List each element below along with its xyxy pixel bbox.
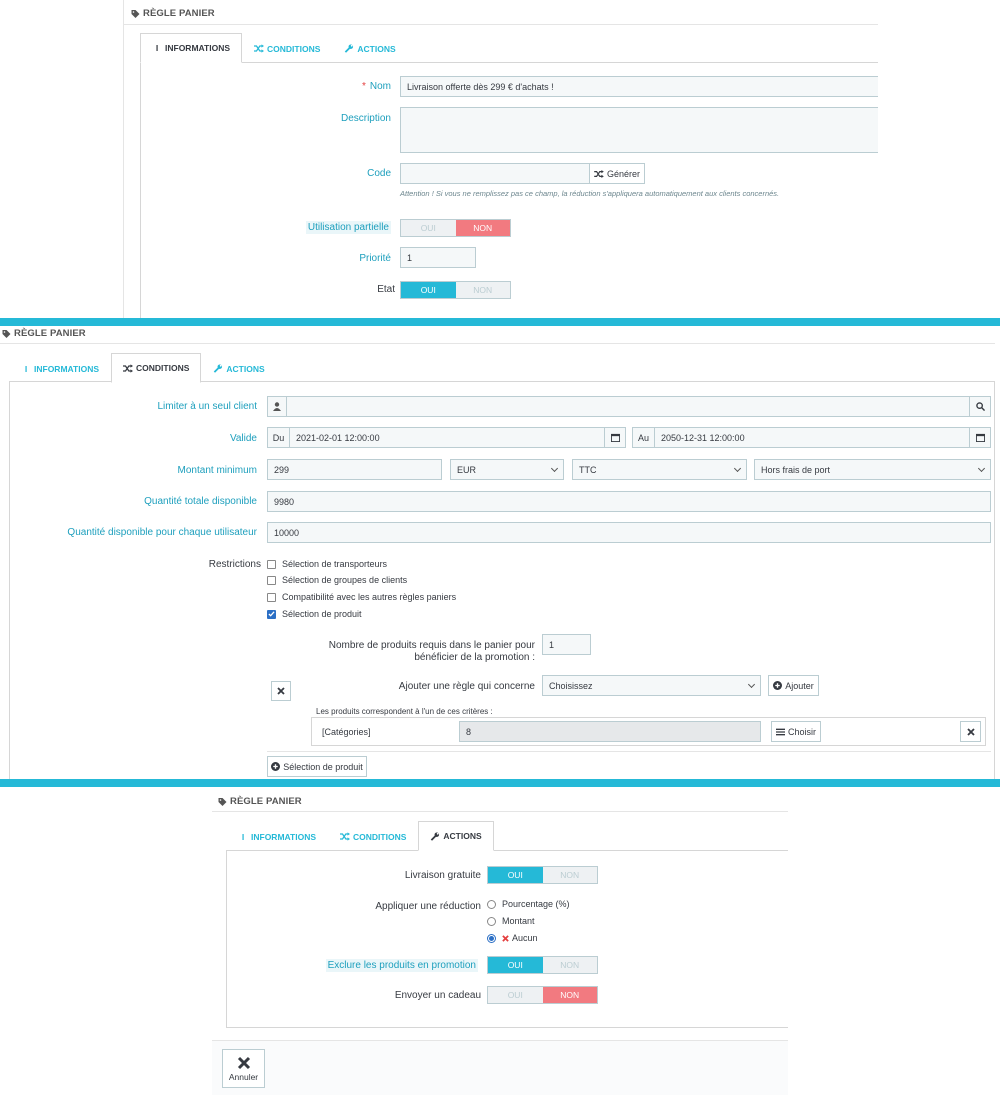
choose-button[interactable]: Choisir [771, 721, 821, 742]
chevron-down-icon [748, 680, 755, 687]
description-textarea[interactable] [400, 107, 878, 153]
shuffle-icon [594, 170, 604, 178]
partial-use-yes[interactable]: OUI [401, 220, 456, 236]
free-shipping-switch[interactable] [487, 866, 598, 884]
send-gift-no[interactable]: NON [543, 987, 598, 1003]
currency-select[interactable]: EUR [450, 459, 564, 480]
tab-informations[interactable]: I INFORMATIONS [226, 821, 328, 851]
calendar-icon[interactable] [604, 427, 626, 448]
generate-button[interactable]: Générer [589, 163, 645, 184]
code-label: Code [367, 168, 391, 179]
free-shipping-no[interactable]: NON [543, 867, 598, 883]
min-amount-input[interactable]: 299 [267, 459, 442, 480]
title-divider [124, 24, 878, 25]
user-qty-input[interactable]: 10000 [267, 522, 991, 543]
code-hint: Attention ! Si vous ne remplissez pas ce champ, la réduction s'appliquera automatiquement aux clients concernés. [400, 189, 780, 198]
exclude-promo-no[interactable]: NON [543, 957, 598, 973]
send-gift-label: Envoyer un cadeau [394, 990, 481, 1001]
date-from-input[interactable]: 2021-02-01 12:00:00 [289, 427, 605, 448]
remove-criteria-button[interactable] [960, 721, 981, 742]
plus-circle-icon [773, 681, 782, 690]
list-icon [776, 728, 785, 736]
wrench-icon [213, 364, 223, 373]
limit-client-input[interactable] [286, 396, 970, 417]
tax-select[interactable]: TTC [572, 459, 747, 480]
partial-use-label: Utilisation partielle [307, 222, 389, 233]
restriction-product-selection[interactable]: Sélection de produit [267, 609, 362, 619]
apply-discount-label: Appliquer une réduction [375, 901, 481, 912]
free-shipping-yes[interactable]: OUI [488, 867, 543, 883]
tag-icon [2, 330, 11, 338]
tag-icon [218, 798, 227, 806]
panel-title: RÈGLE PANIER [131, 8, 215, 19]
user-qty-label: Quantité disponible pour chaque utilisateur [67, 527, 257, 538]
restrictions-label: Restrictions [208, 559, 261, 570]
info-icon: I [155, 43, 159, 53]
panel-title: RÈGLE PANIER [2, 328, 86, 339]
remove-rule-group-button[interactable] [271, 681, 291, 701]
total-qty-input[interactable]: 9980 [267, 491, 991, 512]
free-shipping-label: Livraison gratuite [404, 870, 481, 881]
checkbox[interactable] [267, 593, 276, 602]
criteria-divider [267, 751, 991, 752]
info-icon: I [24, 363, 28, 374]
discount-percentage-radio[interactable]: Pourcentage (%) [487, 899, 570, 909]
exclude-promo-label: Exclure les produits en promotion [327, 960, 476, 971]
shipping-select[interactable]: Hors frais de port [754, 459, 991, 480]
status-yes[interactable]: OUI [401, 282, 456, 298]
criteria-label: Les produits correspondent à l'un de ces critères : [316, 707, 493, 716]
radio[interactable] [487, 917, 496, 926]
wrench-icon [430, 832, 440, 841]
status-no[interactable]: NON [456, 282, 511, 298]
min-amount-label: Montant minimum [177, 465, 257, 476]
title-divider [0, 343, 995, 344]
tab-informations[interactable]: I INFORMATIONS [140, 33, 242, 63]
description-label: Description [340, 113, 391, 124]
check-icon [268, 611, 275, 617]
tag-icon [131, 10, 140, 18]
discount-none-radio[interactable]: Aucun [487, 933, 538, 943]
wrench-icon [344, 44, 354, 53]
tab-bar [226, 821, 494, 851]
tab-conditions[interactable]: CONDITIONS [111, 353, 201, 383]
radio-checked[interactable] [487, 934, 496, 943]
from-addon: Du [267, 427, 290, 448]
section-divider [0, 318, 1000, 326]
add-rule-button[interactable]: Ajouter [768, 675, 819, 696]
criteria-type: [Catégories] [322, 727, 371, 737]
send-gift-yes[interactable]: OUI [488, 987, 543, 1003]
tab-actions[interactable]: ACTIONS [201, 353, 276, 383]
tab-bar [9, 353, 277, 383]
add-rule-select[interactable]: Choisissez [542, 675, 761, 696]
criteria-value-input[interactable]: 8 [459, 721, 761, 742]
panel-footer [212, 1040, 788, 1095]
tab-informations[interactable]: I INFORMATIONS [9, 353, 111, 383]
search-icon[interactable] [969, 396, 991, 417]
chevron-down-icon [734, 464, 741, 471]
cancel-button[interactable]: Annuler [222, 1049, 265, 1088]
required-products-input[interactable]: 1 [542, 634, 591, 655]
priority-input[interactable]: 1 [400, 247, 476, 268]
section-divider [0, 779, 1000, 787]
tab-actions[interactable]: ACTIONS [332, 33, 407, 63]
tab-conditions[interactable]: CONDITIONS [242, 33, 332, 63]
plus-circle-icon [271, 762, 280, 771]
code-input[interactable] [400, 163, 590, 184]
exclude-promo-switch[interactable] [487, 956, 598, 974]
chevron-down-icon [978, 464, 985, 471]
close-icon [277, 687, 285, 695]
checkbox[interactable] [267, 576, 276, 585]
total-qty-label: Quantité totale disponible [144, 496, 257, 507]
partial-use-no[interactable]: NON [456, 220, 511, 236]
tab-bar [140, 33, 408, 63]
status-switch[interactable] [400, 281, 511, 299]
discount-amount-radio[interactable]: Montant [487, 916, 535, 926]
tab-actions[interactable]: ACTIONS [418, 821, 493, 851]
product-selection-button[interactable]: Sélection de produit [267, 756, 367, 777]
panel-left-border [123, 0, 124, 318]
add-rule-label: Ajouter une règle qui concerne [398, 681, 535, 692]
close-icon [967, 728, 975, 736]
close-icon [237, 1056, 251, 1070]
limit-client-label: Limiter à un seul client [157, 401, 257, 412]
info-icon: I [241, 831, 245, 842]
title-divider [212, 811, 788, 812]
calendar-icon[interactable] [969, 427, 991, 448]
exclude-promo-yes[interactable]: OUI [488, 957, 543, 973]
radio[interactable] [487, 900, 496, 909]
to-addon: Au [632, 427, 655, 448]
checkbox-checked[interactable] [267, 610, 276, 619]
checkbox[interactable] [267, 560, 276, 569]
restriction-carriers[interactable]: Sélection de transporteurs [267, 559, 387, 569]
required-products-label: Nombre de produits requis dans le panier pour bénéficier de la promotion : [328, 640, 535, 663]
chevron-down-icon [551, 464, 558, 471]
send-gift-switch[interactable] [487, 986, 598, 1004]
valid-label: Valide [229, 433, 257, 444]
name-input[interactable]: Livraison offerte dès 299 € d'achats ! [400, 76, 878, 97]
status-label: Etat [377, 284, 395, 295]
tab-conditions[interactable]: CONDITIONS [328, 821, 418, 851]
name-label: * Nom [361, 81, 391, 92]
partial-use-switch[interactable] [400, 219, 511, 237]
shuffle-icon [254, 44, 264, 53]
close-icon [502, 935, 509, 942]
date-to-input[interactable]: 2050-12-31 12:00:00 [654, 427, 970, 448]
priority-label: Priorité [359, 253, 391, 264]
restriction-customer-groups[interactable]: Sélection de groupes de clients [267, 575, 407, 585]
user-icon [267, 396, 287, 417]
shuffle-icon [340, 832, 350, 841]
required-asterisk: * [361, 81, 366, 92]
restriction-compatibility[interactable]: Compatibilité avec les autres règles paniers [267, 592, 456, 602]
panel-title: RÈGLE PANIER [218, 796, 302, 807]
shuffle-icon [123, 364, 133, 373]
